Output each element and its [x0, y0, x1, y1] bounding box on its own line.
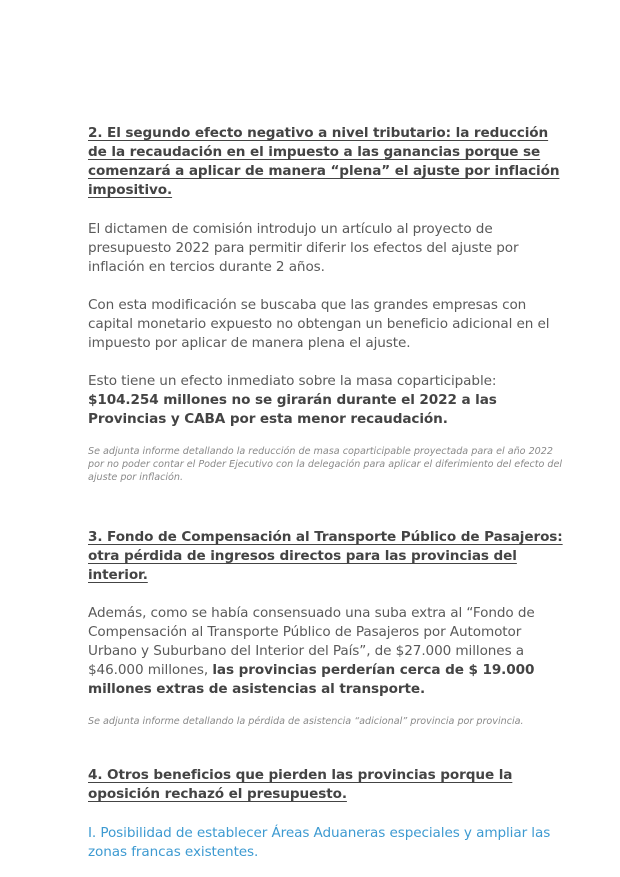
- section-2-paragraph-3-highlight: $104.254 millones no se girarán durante el 2022 a las Provincias y CABA por esta menor recaudación.: [88, 392, 497, 427]
- section-2-paragraph-3-intro: Esto tiene un efecto inmediato sobre la masa coparticipable:: [88, 373, 497, 389]
- section-2-paragraph-1: El dictamen de comisión introdujo un artículo al proyecto de presupuesto 2022 para permitir diferir los efectos del ajuste por inflación en tercios durante 2 años.: [88, 221, 519, 275]
- section-3-paragraph-1-text: Además, como se había consensuado una suba extra al “Fondo de Compensación al Transporte Público de Pasajeros por Automotor Urbano y Suburbano del Interior del País”, de $27.000 millones a $46.000 millones,: [88, 605, 535, 678]
- section-2-heading: 2. El segundo efecto negativo a nivel tributario: la reducción de la recaudación en el impuesto a las ganancias porque se comenzará a aplicar de manera “plena” el ajuste por inflación impositivo.: [88, 125, 560, 198]
- section-3-paragraph-1-highlight: las provincias perderían cerca de $ 19.000 millones extras de asistencias al transporte.: [88, 662, 535, 697]
- section-2-note: Se adjunta informe detallando la reducción de masa coparticipable proyectada para el año 2022 por no poder contar el Poder Ejecutivo con la delegación para aplicar el diferimiento del efecto del ajuste por inflación.: [88, 446, 563, 483]
- document-page: [88, 124, 570, 862]
- section-3-note: Se adjunta informe detallando la pérdida de asistencia “adicional” provincia por provincia.: [88, 716, 524, 727]
- section-3-heading: 3. Fondo de Compensación al Transporte Público de Pasajeros: otra pérdida de ingresos directos para las provincias del interior.: [88, 529, 563, 583]
- section-2-paragraph-3: [88, 372, 570, 429]
- section-4-item-1: I. Posibilidad de establecer Áreas Aduaneras especiales y ampliar las zonas francas existentes.: [88, 825, 551, 860]
- section-2-paragraph-2: Con esta modificación se buscaba que las grandes empresas con capital monetario expuesto no obtengan un beneficio adicional en el impuesto por aplicar de manera plena el ajuste.: [88, 297, 550, 351]
- section-3-paragraph-1: [88, 604, 570, 699]
- section-4-heading: 4. Otros beneficios que pierden las provincias porque la oposición rechazó el presupuesto.: [88, 767, 513, 802]
